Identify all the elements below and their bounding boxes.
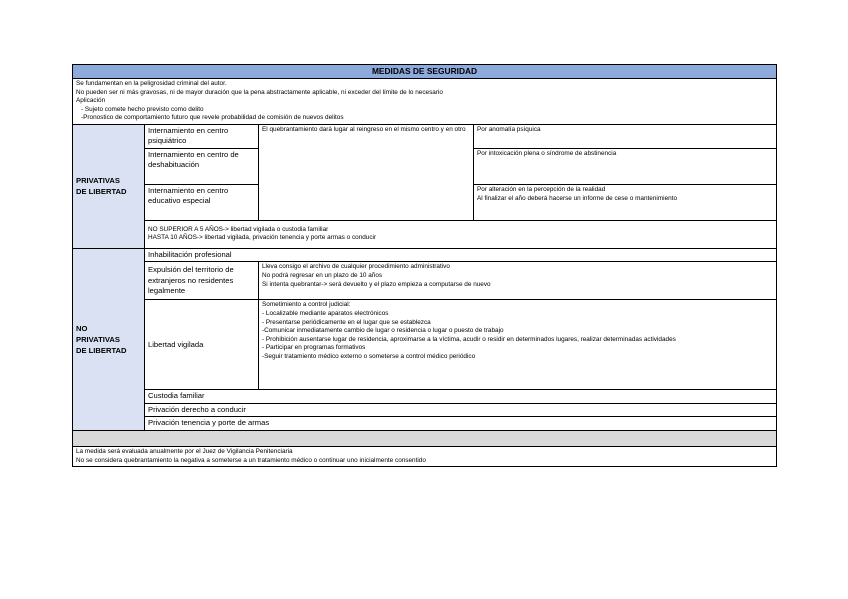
libertad-note: -Comunicar inmediatamente cambio de lugar o residencia o lugar o puesto de trabajo — [262, 327, 504, 335]
intro-cell — [73, 79, 777, 125]
intro-line: - Sujeto comete hecho previsto como delito — [81, 105, 204, 113]
libertad-note: -Seguir tratamiento médico externo o someterse a control médico periódico — [262, 353, 476, 361]
libertad-note: Sometimiento a control judicial: — [262, 301, 351, 309]
internamiento-psiquiatrico: Internamiento en centro psiquiátrico — [145, 124, 259, 148]
expulsion-territorio: Expulsión del territorio de extranjeros no residentes legalmente — [145, 262, 259, 300]
libertad-notes — [259, 300, 777, 390]
internamiento-deshabituacion: Internamiento en centro de deshabituación — [145, 148, 259, 184]
intro-line: Aplicación — [76, 97, 106, 105]
anomalia-cell: Por anomalía psíquica — [474, 124, 777, 148]
footer-line: La medida será evaluada anualmente por el Juez de Vigilancia Penitenciaria — [76, 447, 293, 455]
custodia-familiar: Custodia familiar — [145, 390, 777, 404]
expulsion-note: Lleva consigo el archivo de cualquier procedimiento administrativo — [262, 263, 450, 271]
intro-line: -Pronostico de comportamiento futuro que revele probabilidad de comisión de nuevos delitos — [81, 114, 344, 122]
privativas-label: PRIVATIVAS DE LIBERTAD — [73, 124, 145, 248]
quebrantamiento-note: El quebrantamiento dará lugar al reingreso en el mismo centro y en otro — [259, 124, 474, 220]
expulsion-notes — [259, 262, 777, 300]
limit-line: NO SUPERIOR A 5 AÑOS-> libertad vigilada o custodia familiar — [148, 225, 329, 233]
alteracion-cell — [474, 184, 777, 220]
libertad-note: - Localizable mediante aparatos electrónicos — [262, 310, 389, 318]
table-title: MEDIDAS DE SEGURIDAD — [73, 65, 777, 79]
expulsion-note: No podrá regresar en un plazo de 10 años — [262, 272, 383, 280]
intoxicacion-cell: Por intoxicación plena o síndrome de abstinencia — [474, 148, 777, 184]
footer-line: No se considera quebrantamiento la negativa a someterse a un tratamiento médico o continuar uno inicialmente consentido — [76, 456, 426, 464]
internamiento-educativo: Internamiento en centro educativo especial — [145, 184, 259, 220]
spacer-row — [73, 430, 777, 446]
duration-limits — [145, 220, 777, 248]
privacion-armas: Privación tenencia y porte de armas — [145, 417, 777, 431]
footer-notes — [73, 446, 777, 466]
expulsion-note: Si intenta quebrantar-> será devuelto y el plazo empieza a computarse de nuevo — [262, 280, 491, 288]
inhabilitacion-profesional: Inhabilitación profesional — [145, 248, 777, 262]
libertad-vigilada: Libertad vigilada — [145, 300, 259, 390]
privacion-conducir: Privación derecho a conducir — [145, 403, 777, 417]
informe-text: Al finalizar el año deberá hacerse un informe de cese o mantenimiento — [477, 194, 678, 202]
limit-line: HASTA 10 AÑOS-> libertad vigilada, privación tenencia y porte armas o conducir — [148, 234, 377, 242]
alteracion-text: Por alteración en la percepción de la realidad — [477, 185, 606, 193]
intro-line: Se fundamentan en la peligrosidad criminal del autor. — [76, 80, 227, 87]
libertad-note: - Prohibición ausentarse lugar de residencia, aproximarse a la víctima, acudir o residir en determinados lugares, realizar determinadas actividades — [262, 335, 676, 343]
medidas-table — [72, 64, 777, 467]
libertad-note: - Presentarse periódicamente en el lugar que se establezca — [262, 318, 431, 326]
intro-line: No pueden ser ni más gravosas, ni de mayor duración que la pena abstractamente aplicable, ni exceder del límite de lo necesario — [76, 88, 443, 96]
no-privativas-label: NO PRIVATIVAS DE LIBERTAD — [73, 248, 145, 430]
libertad-note: - Participar en programas formativos — [262, 344, 366, 352]
